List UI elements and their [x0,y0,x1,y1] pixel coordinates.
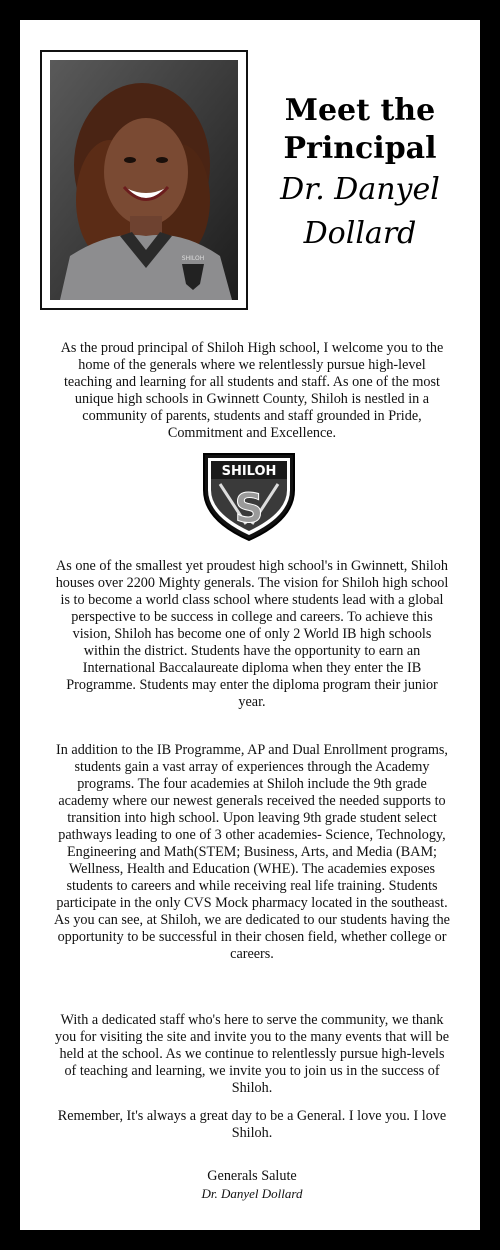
name-line-1: Dr. Danyel [280,172,440,207]
logo-text: SHILOH [221,464,277,479]
principal-name-heading [260,168,460,256]
body-paragraph-1: As one of the smallest yet proudest high school's in Gwinnett, Shiloh houses over 2200 Mighty generals. The vision for Shiloh high school is to become a world class school where students lead with a global perspective to be success in college and careers. To achieve this vision, Shiloh has become one of only 2 World IB high schools within the district. Students have the opportunity to earn an International Baccalaureate diploma when they enter the IB Programme. Students may enter the diploma program their junior year. [55,558,449,710]
body-paragraph-3: With a dedicated staff who's here to serve the community, we thank you for visiting the site and invite you to the many events that will be held at the school. As we continue to relentlessly pursue high-levels of teaching and learning, we invite you to join us in the success of Shiloh. [54,1012,450,1096]
closing-paragraph: Remember, It's always a great day to be a General. I love you. I love Shiloh. [57,1108,447,1141]
title-line-1: Meet the [284,93,436,128]
svg-text:SHILOH: SHILOH [181,255,205,262]
page-title [260,92,460,168]
principal-photo-frame [40,50,248,310]
salute-line: Generals Salute [207,1168,297,1184]
title-line-2: Principal [283,131,437,166]
name-line-2: Dollard [303,216,417,251]
signature-name: Dr. Danyel Dollard [201,1186,303,1201]
body-paragraph-2: In addition to the IB Programme, AP and Dual Enrollment programs, students gain a vast array of experiences through the Academy programs. The four academies at Shiloh include the 9th grade academy where our newest generals received the needed supports to transition into high school. Upon leaving 9th grade student select pathways leading to one of 3 other academies- Science, Technology, Engineering and Math(STEM; Business, Arts, and Media (BAM; Wellness, Health and Education (WHE). The academies exposes students to careers and while receiving real life training. Students participate in the only CVS Mock pharmacy located in the southeast. As you can see, at Shiloh, we are dedicated to our students having the opportunity to be successful in their chosen field, whether college or careers. [54,742,450,962]
principal-photo [50,60,238,300]
logo-letter: S [234,486,264,532]
shiloh-shield-logo [200,450,298,542]
principal-card [20,20,480,1230]
intro-paragraph: As the proud principal of Shiloh High school, I welcome you to the home of the generals where we relentlessly pursue high-level teaching and learning for all students and staff. As one of the most unique high schools in Gwinnett County, Shiloh is nestled in a community of parents, students and staff grounded in Pride, Commitment and Excellence. [60,340,444,441]
